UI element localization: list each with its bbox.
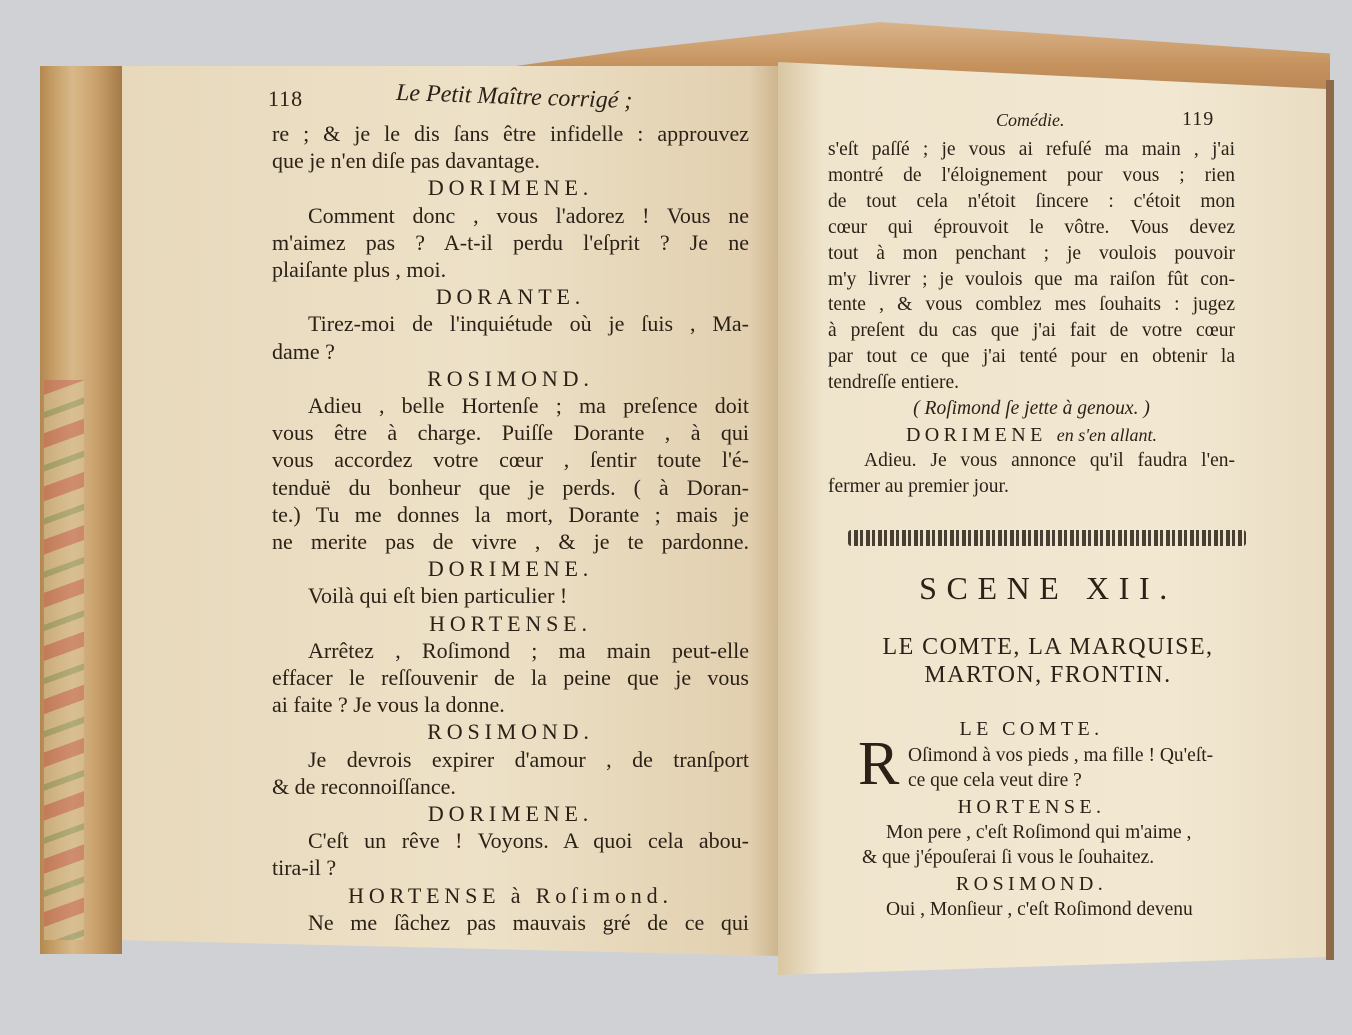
line-text: de tout cela n'étoit ſincere : c'étoit mon [828,190,1235,212]
line-text: vous accordez votre cœur , ſentir toute l'é- [272,447,749,473]
line-text: DORIMENE [905,423,1047,446]
speaker-le-comte: LE COMTE. [959,718,1104,740]
line-text: ROSIMOND. [427,365,594,391]
line-text: DORIMENE. [427,556,594,582]
line-text: DORIMENE. [427,801,594,826]
speaker-name [272,174,749,201]
line-text: m'y livrer ; je voulois que ma raiſon fût con- [828,268,1235,290]
text-line [272,446,749,473]
line-text: Adieu , belle Hortenſe ; ma preſence doit [308,393,749,418]
text-line: Mon pere , c'eſt Roſimond qui m'aime , [886,822,1192,843]
line-text: m'aimez pas ? A-t-il perdu l'eſprit ? Je ne [272,229,749,255]
line-text: tendreſſe entiere. [828,372,960,394]
text-line [828,318,1235,344]
speaker-hortense: HORTENSE. [957,796,1106,818]
line-text: tira-il ? [272,855,337,881]
text-line [272,746,749,773]
text-line [272,310,749,337]
line-text: C'eſt un rêve ! Voyons. A quoi cela abou- [308,828,749,854]
text-line: & que j'épouſerai ſi vous le ſouhaitez. [862,847,1155,868]
line-text: s'eſt paſſé ; je vous ai refuſé ma main , j'ai [828,139,1235,160]
decorative-ornament-band [848,530,1246,546]
line-text: ( Roſimond ſe jette à genoux. ) [913,398,1150,419]
line-text: Arrêtez , Roſimond ; ma main peut-elle [308,637,749,663]
line-text: DORANTE. [435,284,586,310]
line-text: que je n'en diſe pas davantage. [272,148,540,174]
line-text: ROSIMOND. [427,719,594,745]
right-page-number: 119 [1182,108,1215,130]
text-line [272,120,749,147]
text-line [272,229,749,256]
text-line [272,202,749,229]
text-line [272,256,749,283]
cast-line-2: MARTON, FRONTIN. [924,662,1172,688]
text-line [272,854,749,881]
text-line [272,909,749,936]
line-text: Adieu. Je vous annonce qu'il faudra l'en- [864,449,1235,471]
text-line [828,137,1235,163]
text-line [828,344,1235,370]
speaker-name [272,800,749,827]
text-line [272,773,749,800]
scene-title: SCENE XII. [919,570,1177,606]
text-line [272,419,749,446]
text-line: Oui , Monſieur , c'eſt Roſimond devenu [886,899,1193,920]
text-line [828,474,1235,500]
speaker-name [272,365,749,392]
line-text: Ne me ſâchez pas mauvais gré de ce qui [308,909,749,935]
line-text: à preſent du cas que j'ai fait de votre cœur [828,320,1235,342]
line-text: ai faite ? Je vous la donne. [272,692,505,718]
line-text: re ; & je le dis ſans être infidelle : approuvez [272,121,749,146]
stage-direction [828,396,1235,422]
text-line [272,147,749,174]
text-line [272,338,749,365]
text-line: ce que cela veut dire ? [908,770,1082,791]
right-running-head: Comédie. [996,110,1065,130]
line-text: tente , & vous comblez mes ſouhaits : jugez [828,294,1235,316]
text-line [828,292,1235,318]
marbled-endpaper [44,380,84,940]
text-line [828,448,1235,474]
text-line: Oſimond à vos pieds , ma fille ! Qu'eſt- [908,745,1214,766]
line-text: Voilà qui eſt bien particulier ! [308,583,568,609]
page-edge [1326,80,1334,960]
line-text: par tout ce que j'ai tenté pour en obtenir la [828,346,1235,368]
cast-line-1: LE COMTE, LA MARQUISE, [882,634,1214,660]
text-line [272,637,749,664]
speaker-name [272,718,749,745]
line-text: ne merite pas de vivre , & je te pardonne. [272,529,749,554]
text-line [828,215,1235,241]
speaker-name [272,610,749,637]
text-line [272,474,749,501]
stage-note: en s'en allant. [1056,424,1158,445]
text-line [272,501,749,528]
text-line [272,664,749,691]
line-text: HORTENSE à Roſimond. [348,882,673,908]
line-text: Comment donc , vous l'adorez ! Vous ne [308,202,749,228]
line-text: cœur qui éprouvoit le vôtre. Vous devez [828,216,1235,238]
line-text: te.) Tu me donnes la mort, Dorante ; mais je [272,501,749,527]
line-text: dame ? [272,338,335,364]
speaker-name [272,283,749,310]
left-running-head: Le Petit Maître corrigé ; [395,79,633,115]
line-text: DORIMENE. [427,175,594,201]
line-text: tenduë du bonheur que je perds. ( à Doran- [272,474,749,500]
speaker-name [272,882,749,909]
text-line [272,691,749,718]
text-line [828,189,1235,215]
speaker-rosimond: ROSIMOND. [955,873,1108,895]
drop-cap: R [858,730,900,798]
line-text: Tirez-moi de l'inquiétude où je ſuis , Ma- [308,311,749,337]
text-line [828,163,1235,189]
line-text: & de reconnoiſſance. [272,773,456,799]
text-line [272,392,749,419]
line-text: plaiſante plus , moi. [272,257,447,282]
line-text: HORTENSE. [429,610,592,636]
text-line [828,267,1235,293]
text-line [272,528,749,555]
line-text: tout à mon penchant ; je voulois pouvoir [828,242,1235,264]
line-text: Je devrois expirer d'amour , de tranſport [308,746,749,772]
line-text: vous être à charge. Puiſſe Dorante , à qui [272,420,749,446]
text-line [272,827,749,854]
text-line [828,370,1235,396]
text-line [272,582,749,609]
left-page-number: 118 [268,86,304,111]
speaker-name [272,555,749,582]
speaker-name [828,422,1235,448]
line-text: fermer au premier jour. [828,475,1009,497]
line-text: montré de l'éloignement pour vous ; rien [828,164,1235,186]
text-line [828,241,1235,267]
line-text: effacer le reſſouvenir de la peine que je vous [272,665,749,690]
